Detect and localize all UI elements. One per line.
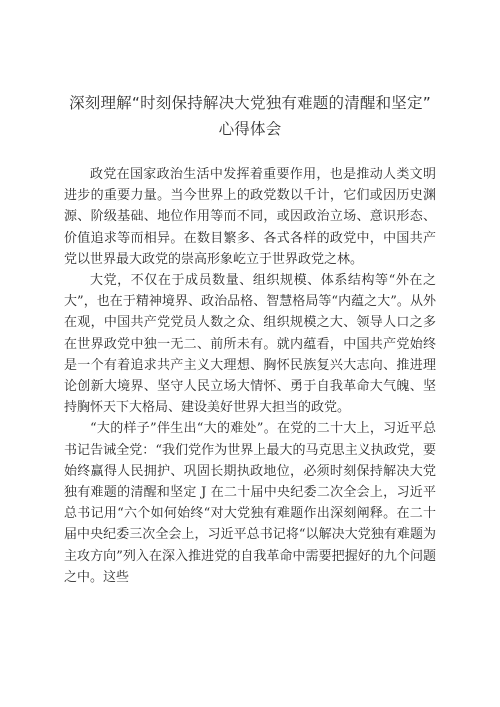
document-body <box>64 164 436 588</box>
document-title-line-2: 心得体会 <box>218 120 282 138</box>
document-title-line-1: 深刻理解“时刻保持解决大党独有难题的清醒和坚定” <box>69 94 431 112</box>
paragraph-1: 政党在国家政治生活中发挥着重要作用，也是推动人类文明进步的重要力量。当今世界上的政党数以千计，它们或因历史渊源、阶级基础、地位作用等而不同，或因政治立场、意识形态、价值追求等而相异。在数目繁多、各式各样的政党中，中国共产党以世界最大政党的崇高形象屹立于世界政党之林。 <box>64 167 436 267</box>
paragraph-2: 大党，不仅在于成员数量、组织规模、体系结构等“外在之大”，也在于精神境界、政治品格、智慧格局等“内蕴之大”。从外在观，中国共产党党员人数之众、组织规模之大、领导人口之多在世界政党中独一无二、前所未有。就内蕴看，中国共产党始终是一个有着追求共产主义大理想、胸怀民族复兴大志向、推进理论创新大境界、坚守人民立场大情怀、勇于自我革命大气魄、坚持胸怀天下大格局、建设美好世界大担当的政党。 <box>64 273 436 416</box>
paragraph-3: “大的样子”伴生出“大的难处”。在党的二十大上，习近平总书记告诫全党：“我们党作为世界上最大的马克思主义执政党，要始终赢得人民拥护、巩固长期执政地位，必须时刻保持解决大党独有难题的清醒和坚定 J 在二十届中央纪委二次全会上，习近平总书记用“六个如何始终“对大党独有难题作出深刻阐释。在二十届中央纪委三次全会上，习近平总书记将“以解决大党独有难题为主攻方向”列入在深入推进党的自我革命中需要把握好的九个问题之中。这些 <box>64 421 436 585</box>
